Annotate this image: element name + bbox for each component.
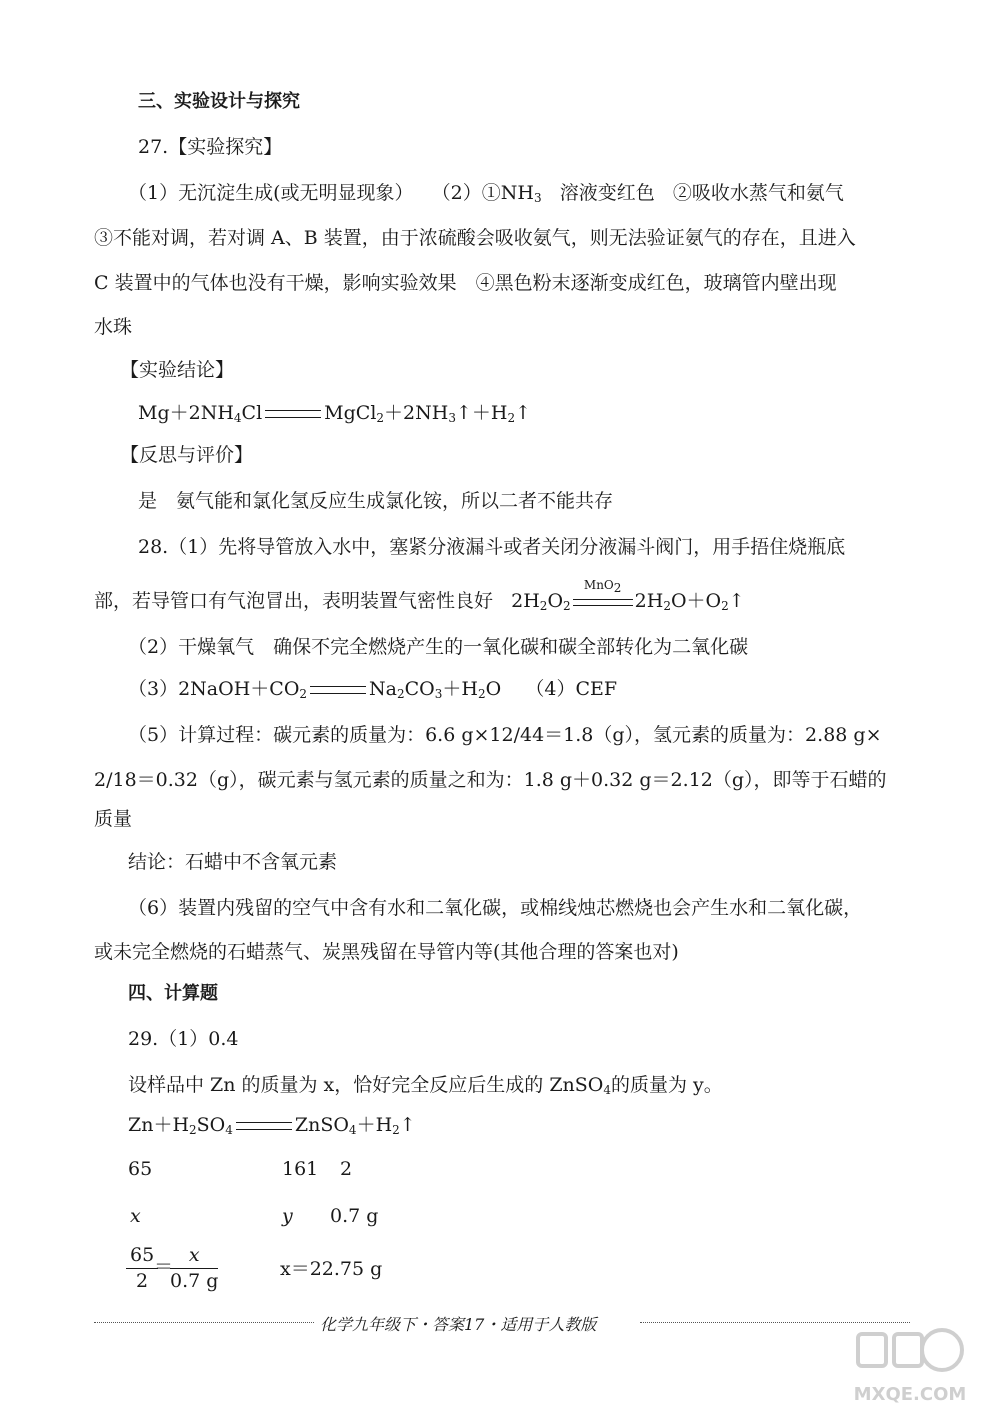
q27-line4: 水珠 [94, 316, 133, 338]
svg-text:MXQE.COM: MXQE.COM [853, 1384, 967, 1405]
q29-fraction-2: $\frac{x}{0.7 g}$ [170, 1244, 219, 1292]
q29-equals: ＝ [154, 1256, 174, 1278]
q28-line1: 28.（1）先将导管放入水中，塞紧分液漏斗或者关闭分液漏斗阀门，用手捂住烧瓶底 [138, 536, 846, 558]
q29-row2-y: y [282, 1205, 293, 1227]
q29-fraction-1: $\frac{65}{2}$ [126, 1246, 158, 1291]
q29-line1: 29.（1）0.4 [128, 1028, 239, 1050]
q29-equation: $Zn+H_2SO_4$ $ZnSO_4+H_2↑$ [128, 1114, 416, 1137]
q27-line3: C 装置中的气体也没有干燥，影响实验效果 ④黑色粉末逐渐变成红色，玻璃管内壁出现 [94, 272, 837, 294]
reflection-text: 是 氨气能和氯化氢反应生成氯化铵，所以二者不能共存 [138, 490, 614, 512]
q27-title: 27.【实验探究】 [138, 136, 283, 158]
reflection-title: 【反思与评价】 [120, 444, 254, 466]
section-title-3: 三、实验设计与探究 [138, 91, 300, 112]
q29-line2: 设样品中 Zn 的质量为 x，恰好完全反应后生成的 ZnSO$_4$的质量为 y。 [128, 1074, 723, 1097]
q29-row1-zn: 65 [128, 1158, 153, 1180]
q29-row2-mass: 0.7 g [330, 1205, 379, 1227]
q29-row1-h2: 2 [340, 1158, 353, 1180]
footer-rule-left [94, 1322, 314, 1323]
q28-part6-line2: 或未完全燃烧的石蜡蒸气、炭黑残留在导管内等(其他合理的答案也对) [94, 941, 679, 963]
q28-line2: 部，若导管口有气泡冒出，表明装置气密性良好 $2H_2O_2$ MnO$_2$ $2H_2O+O_2↑$ [94, 578, 745, 613]
q28-part6-line1: （6）装置内残留的空气中含有水和二氧化碳，或棉线烛芯燃烧也会产生水和二氧化碳， [128, 897, 863, 919]
conclusion-title: 【实验结论】 [120, 359, 235, 381]
q29-row2-x: x [130, 1205, 141, 1227]
q28-part2: （2）干燥氧气 确保不完全燃烧产生的一氧化碳和碳全部转化为二氧化碳 [128, 636, 749, 658]
q28-part5-line3: 质量 [94, 808, 133, 830]
equation-mg-nh4cl: $Mg+2NH_4Cl$ $MgCl_2+2NH_3↑+H_2↑$ [138, 402, 532, 425]
footer-text: 化学九年级下・答案17・适用于人教版 [320, 1315, 597, 1334]
q27-line1: （1）无沉淀生成(或无明显现象） $(2)①NH_3$ 溶液变红色 ②吸收水蒸气和氨气 [128, 182, 844, 205]
section-title-4: 四、计算题 [128, 983, 218, 1004]
q28-conclusion: 结论：石蜡中不含氧元素 [128, 851, 338, 873]
q27-line2: ③不能对调，若对调 A、B 装置，由于浓硫酸会吸收氨气，则无法验证氨气的存在，且进入 [94, 227, 856, 249]
q28-part5-line2: 2/18＝0.32（g），碳元素与氢元素的质量之和为：1.8 g＋0.32 g＝2.12（g），即等于石蜡的 [94, 769, 887, 791]
q28-part5-line1: （5）计算过程：碳元素的质量为：6.6 g×12/44＝1.8（g），氢元素的质量为：2.88 g× [128, 724, 882, 746]
watermark-logo-icon [850, 1320, 970, 1410]
q28-part3-4: $(3)2NaOH+CO_2$ $Na_2CO_3+H_2O$ （4）CEF [128, 678, 618, 701]
q29-result: x＝22.75 g [280, 1258, 383, 1280]
q29-row1-znso4: 161 [282, 1158, 319, 1180]
